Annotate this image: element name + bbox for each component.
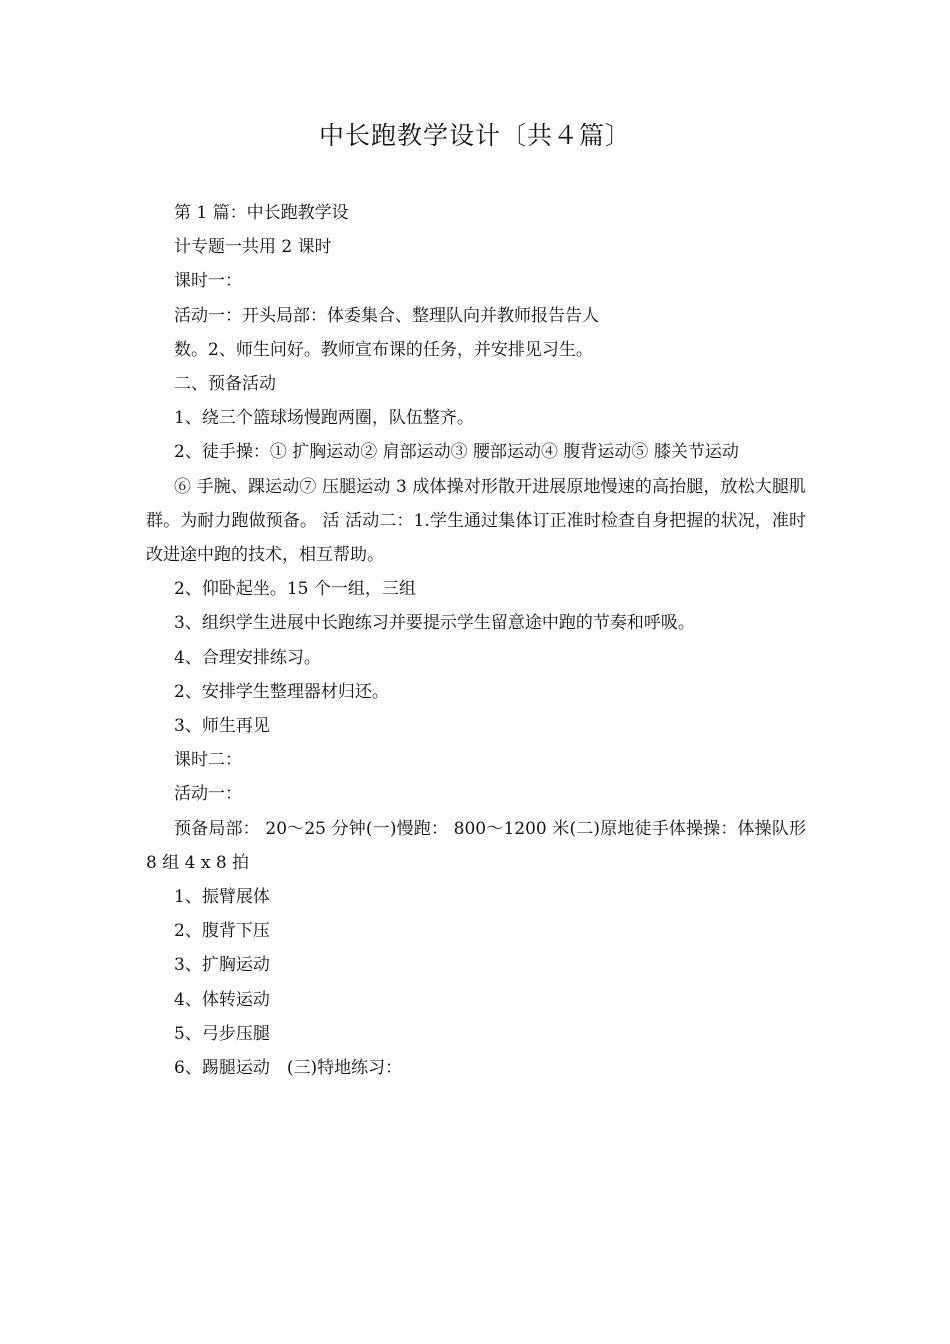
paragraph-22: 5、弓步压腿 [174,1023,270,1044]
paragraph-21: 4、体转运动 [174,989,270,1010]
document-title: 中长跑教学设计〔共４篇〕 [318,121,631,150]
paragraph-6: 二、预备活动 [174,374,276,395]
paragraph-2: 计专题一共用 2 课时 [174,237,332,258]
paragraph-16: 活动一： [174,784,242,805]
paragraph-1: 第 1 篇：中长跑教学设 [174,203,349,223]
paragraph-15: 课时二： [174,750,242,771]
paragraph-11: 3、组织学生进展中长跑练习并要提示学生留意途中跑的节奏和呼吸。 [174,613,695,634]
paragraph-13: 2、安排学生整理器材归还。 [174,681,389,702]
paragraph-7: 1、绕三个篮球场慢跑两圈，队伍整齐。 [174,408,474,429]
paragraph-14: 3、师生再见 [174,716,270,737]
paragraph-9: ⑥ 手腕、踝运动⑦ 压腿运动 3 成体操对形散开进展原地慢速的高抬腿，放松大腿肌群。为耐力跑做预备。 活 活动二：1.学生通过集体订正准时检查自身把握的状况，准时改进途中跑的技术，相互帮助。 [146,476,806,566]
paragraph-23: 6、踢腿运动 (三)特地练习： [174,1058,403,1079]
paragraph-19: 2、腹背下压 [174,921,270,942]
paragraph-10: 2、仰卧起坐。15 个一组，三组 [174,579,416,600]
paragraph-3: 课时一： [174,271,242,292]
paragraph-12: 4、合理安排练习。 [174,647,321,668]
paragraph-17: 预备局部： 20～25 分钟(一)慢跑： 800～1200 米(二)原地徒手体操操：体操队形 8 组 4 x 8 拍 [146,818,812,873]
paragraph-20: 3、扩胸运动 [174,955,270,976]
document-body [146,196,812,1085]
paragraph-8: 2、徒手操：① 扩胸运动② 肩部运动③ 腰部运动④ 腹背运动⑤ 膝关节运动 [174,442,739,463]
paragraph-18: 1、振臂展体 [174,887,270,908]
paragraph-4: 活动一：开头局部：体委集合、整理队向并教师报告告人 [174,305,599,326]
paragraph-5: 数。2、师生问好。教师宣布课的任务，并安排见习生。 [174,339,593,360]
